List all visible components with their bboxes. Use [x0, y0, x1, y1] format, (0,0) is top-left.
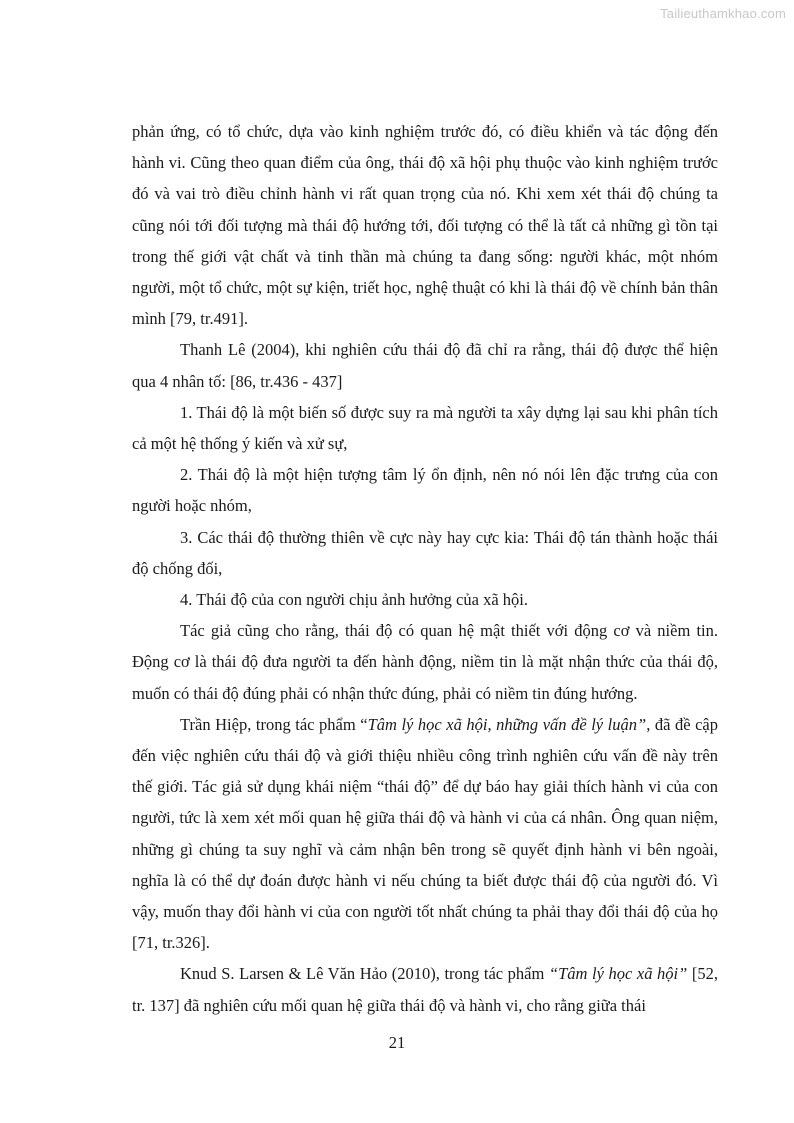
paragraph-motivation: Tác giả cũng cho rằng, thái độ có quan hệ mật thiết với động cơ và niềm tin. Động cơ là thái độ đưa người ta đến hành động, niềm tin là mặt nhận thức của thái độ, muốn có thái độ đúng phải có nhận thức đúng, phải có niềm tin đúng hướng.: [132, 621, 718, 703]
list-item-2: 2. Thái độ là một hiện tượng tâm lý ổn định, nên nó nói lên đặc trưng của con người hoặc nhóm,: [132, 465, 718, 516]
paragraph-larsen-body: [52, tr. 137] đã nghiên cứu mối quan hệ giữa thái độ và hành vi, cho rằng giữa thái: [132, 964, 719, 1015]
list-item-1: 1. Thái độ là một biến số được suy ra mà người ta xây dựng lại sau khi phân tích cả một hệ thống ý kiến và xử sự,: [132, 402, 718, 454]
page-body: [132, 116, 718, 1021]
paragraph-thanh-le: Thanh Lê (2004), khi nghiên cứu thái độ đã chỉ ra rằng, thái độ được thể hiện qua 4 nhân tố: [86, tr.436 - 437]: [132, 340, 718, 391]
paragraph-continuation: phản ứng, có tổ chức, dựa vào kinh nghiệm trước đó, có điều khiển và tác động đến hành vi. Cũng theo quan điểm của ông, thái độ xã hội phụ thuộc vào kinh nghiệm trước đó và vai trò điều chỉnh hành vi rất quan trọng của nó. Khi xem xét thái độ chúng ta cũng nói tới đối tượng mà thái độ hướng tới, đối tượng có thể là tất cả những gì tồn tại trong thế giới vật chất và tinh thần mà chúng ta đang sống: người khác, một nhóm người, một tổ chức, một sự kiện, triết học, nghệ thuật có khi là thái độ về chính bản thân mình [79, tr.491].: [132, 122, 718, 329]
paragraph-tran-hiep: [132, 709, 718, 959]
page-number: 21: [388, 1033, 406, 1052]
paragraph-larsen-lead: Knud S. Larsen & Lê Văn Hảo (2010), trong tác phẩm: [180, 964, 549, 984]
list-item-3: 3. Các thái độ thường thiên về cực này hay cực kia: Thái độ tán thành hoặc thái độ chống đối,: [132, 527, 718, 578]
paragraph-tran-hiep-body: , đã đề cập đến việc nghiên cứu thái độ và giới thiệu nhiều công trình nghiên cứu vấn đề này trên thế giới. Tác giả sử dụng khái niệm “thái độ” để dự báo hay giải thích hành vi của con người, tức là xem xét mối quan hệ giữa thái độ và hành vi của cá nhân. Ông quan niệm, những gì chúng ta suy nghĩ và cảm nhận bên trong sẽ quyết định hành vi bên ngoài, nghĩa là có thể dự đoán được hành vi nếu chúng ta biết được thái độ của người đó. Vì vậy, muốn thay đổi hành vi của con người tốt nhất chúng ta phải thay đổi thái độ của họ [71, tr.326].: [132, 714, 719, 953]
paragraph-tran-hiep-lead: Trần Hiệp, trong tác phẩm “: [180, 714, 368, 734]
list-item-4: 4. Thái độ của con người chịu ảnh hưởng của xã hội.: [180, 590, 528, 610]
paragraph-larsen: [132, 958, 718, 1020]
book-title-larsen: “Tâm lý học xã hội”: [548, 964, 688, 984]
book-title-tran-hiep: Tâm lý học xã hội, những vấn đề lý luận”: [367, 714, 647, 734]
watermark: Tailieuthamkhao.com: [660, 6, 786, 21]
